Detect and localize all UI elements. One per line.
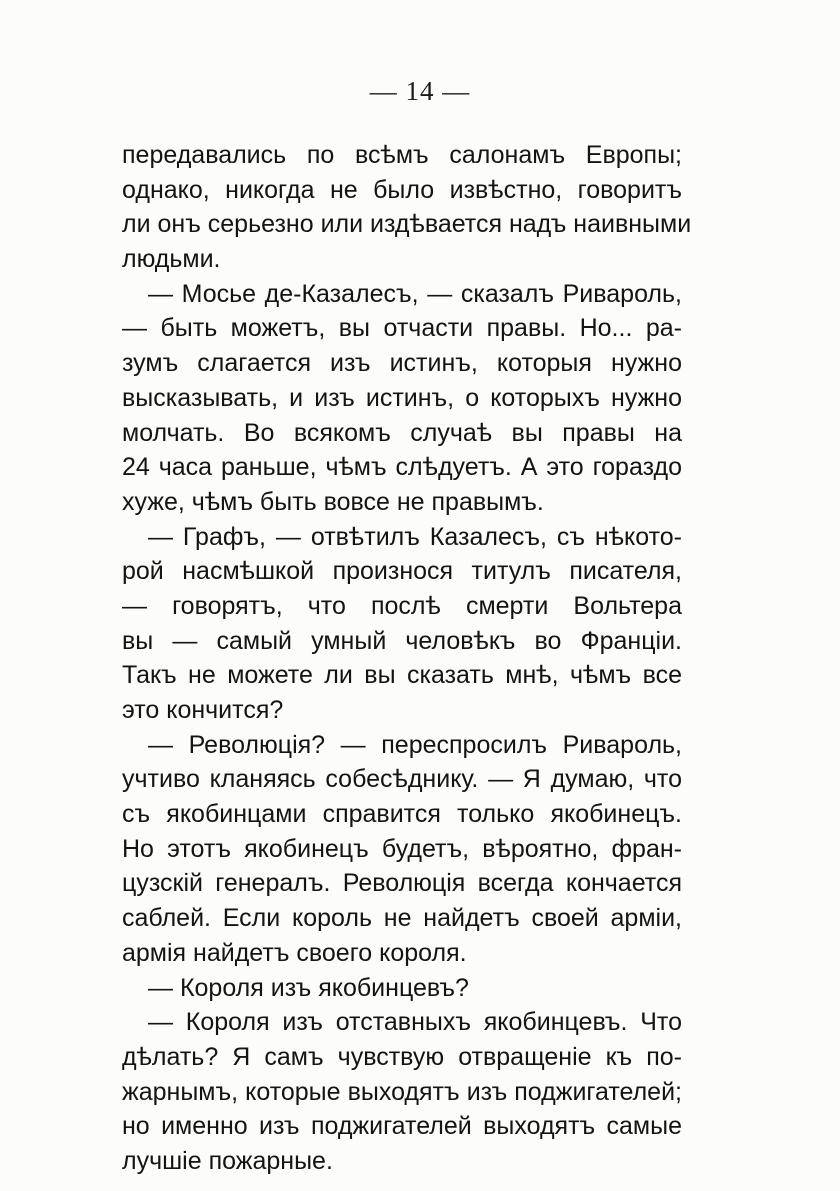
text-line: людьми. (122, 245, 221, 274)
text-line: это кончится? (122, 696, 284, 724)
text-line: — Мосье де-Казалесъ, — сказалъ Ривароль, (148, 279, 682, 308)
text-line: передавались по всѣмъ салонамъ Европы; (122, 141, 682, 169)
text-line: — Графъ, — отвѣтилъ Казалесъ, съ нѣкото- (148, 522, 682, 551)
text-line: саблей. Если король не найдетъ своей арміи, (122, 904, 682, 933)
text-line: но именно изъ поджигателей выходятъ самые (122, 1112, 682, 1141)
page-number: — 14 — (369, 76, 471, 106)
text-line: однако, никогда не было извѣстно, говоритъ (122, 175, 682, 204)
body-text (122, 138, 692, 1179)
text-line: ли онъ серьезно или издѣвается надъ наивными (122, 210, 692, 239)
text-line: Такъ не можете ли вы сказать мнѣ, чѣмъ все (122, 661, 682, 690)
text-line: рой насмѣшкой произнося титулъ писателя, (122, 557, 682, 586)
text-line: — Революція? — переспросилъ Ривароль, (148, 730, 682, 759)
text-line: жарнымъ, которые выходятъ изъ поджигателей; (122, 1077, 682, 1106)
text-line: — говорятъ, что послѣ смерти Вольтера (122, 591, 682, 620)
text-line: армія найдетъ своего короля. (122, 938, 467, 967)
text-line: высказывать, и изъ истинъ, о которыхъ нужно (122, 383, 682, 412)
text-line: вы — самый умный человѣкъ во Франціи. (122, 626, 682, 655)
text-line: хуже, чѣмъ быть вовсе не правымъ. (122, 487, 544, 516)
text-line: цузскій генералъ. Революція всегда кончается (122, 869, 682, 898)
text-line: молчать. Во всякомъ случаѣ вы правы на (122, 418, 682, 447)
text-line: — быть можетъ, вы отчасти правы. Но... ра- (122, 314, 682, 343)
text-line: Но этотъ якобинецъ будетъ, вѣроятно, фран- (122, 834, 682, 863)
text-line: — Короля изъ отставныхъ якобинцевъ. Что (148, 1008, 682, 1037)
text-line: дѣлать? Я самъ чувствую отвращеніе къ по- (122, 1042, 682, 1071)
text-line: учтиво кланяясь собесѣднику. — Я думаю, что (122, 765, 682, 794)
text-line: — Короля изъ якобинцевъ? (148, 973, 469, 1002)
text-line: съ якобинцами справится только якобинецъ. (122, 800, 682, 829)
text-line: зумъ слагается изъ истинъ, которыя нужно (122, 349, 682, 378)
text-line: 24 часа раньше, чѣмъ слѣдуетъ. А это гораздо (122, 453, 682, 482)
text-line: лучшіе пожарные. (122, 1146, 333, 1175)
